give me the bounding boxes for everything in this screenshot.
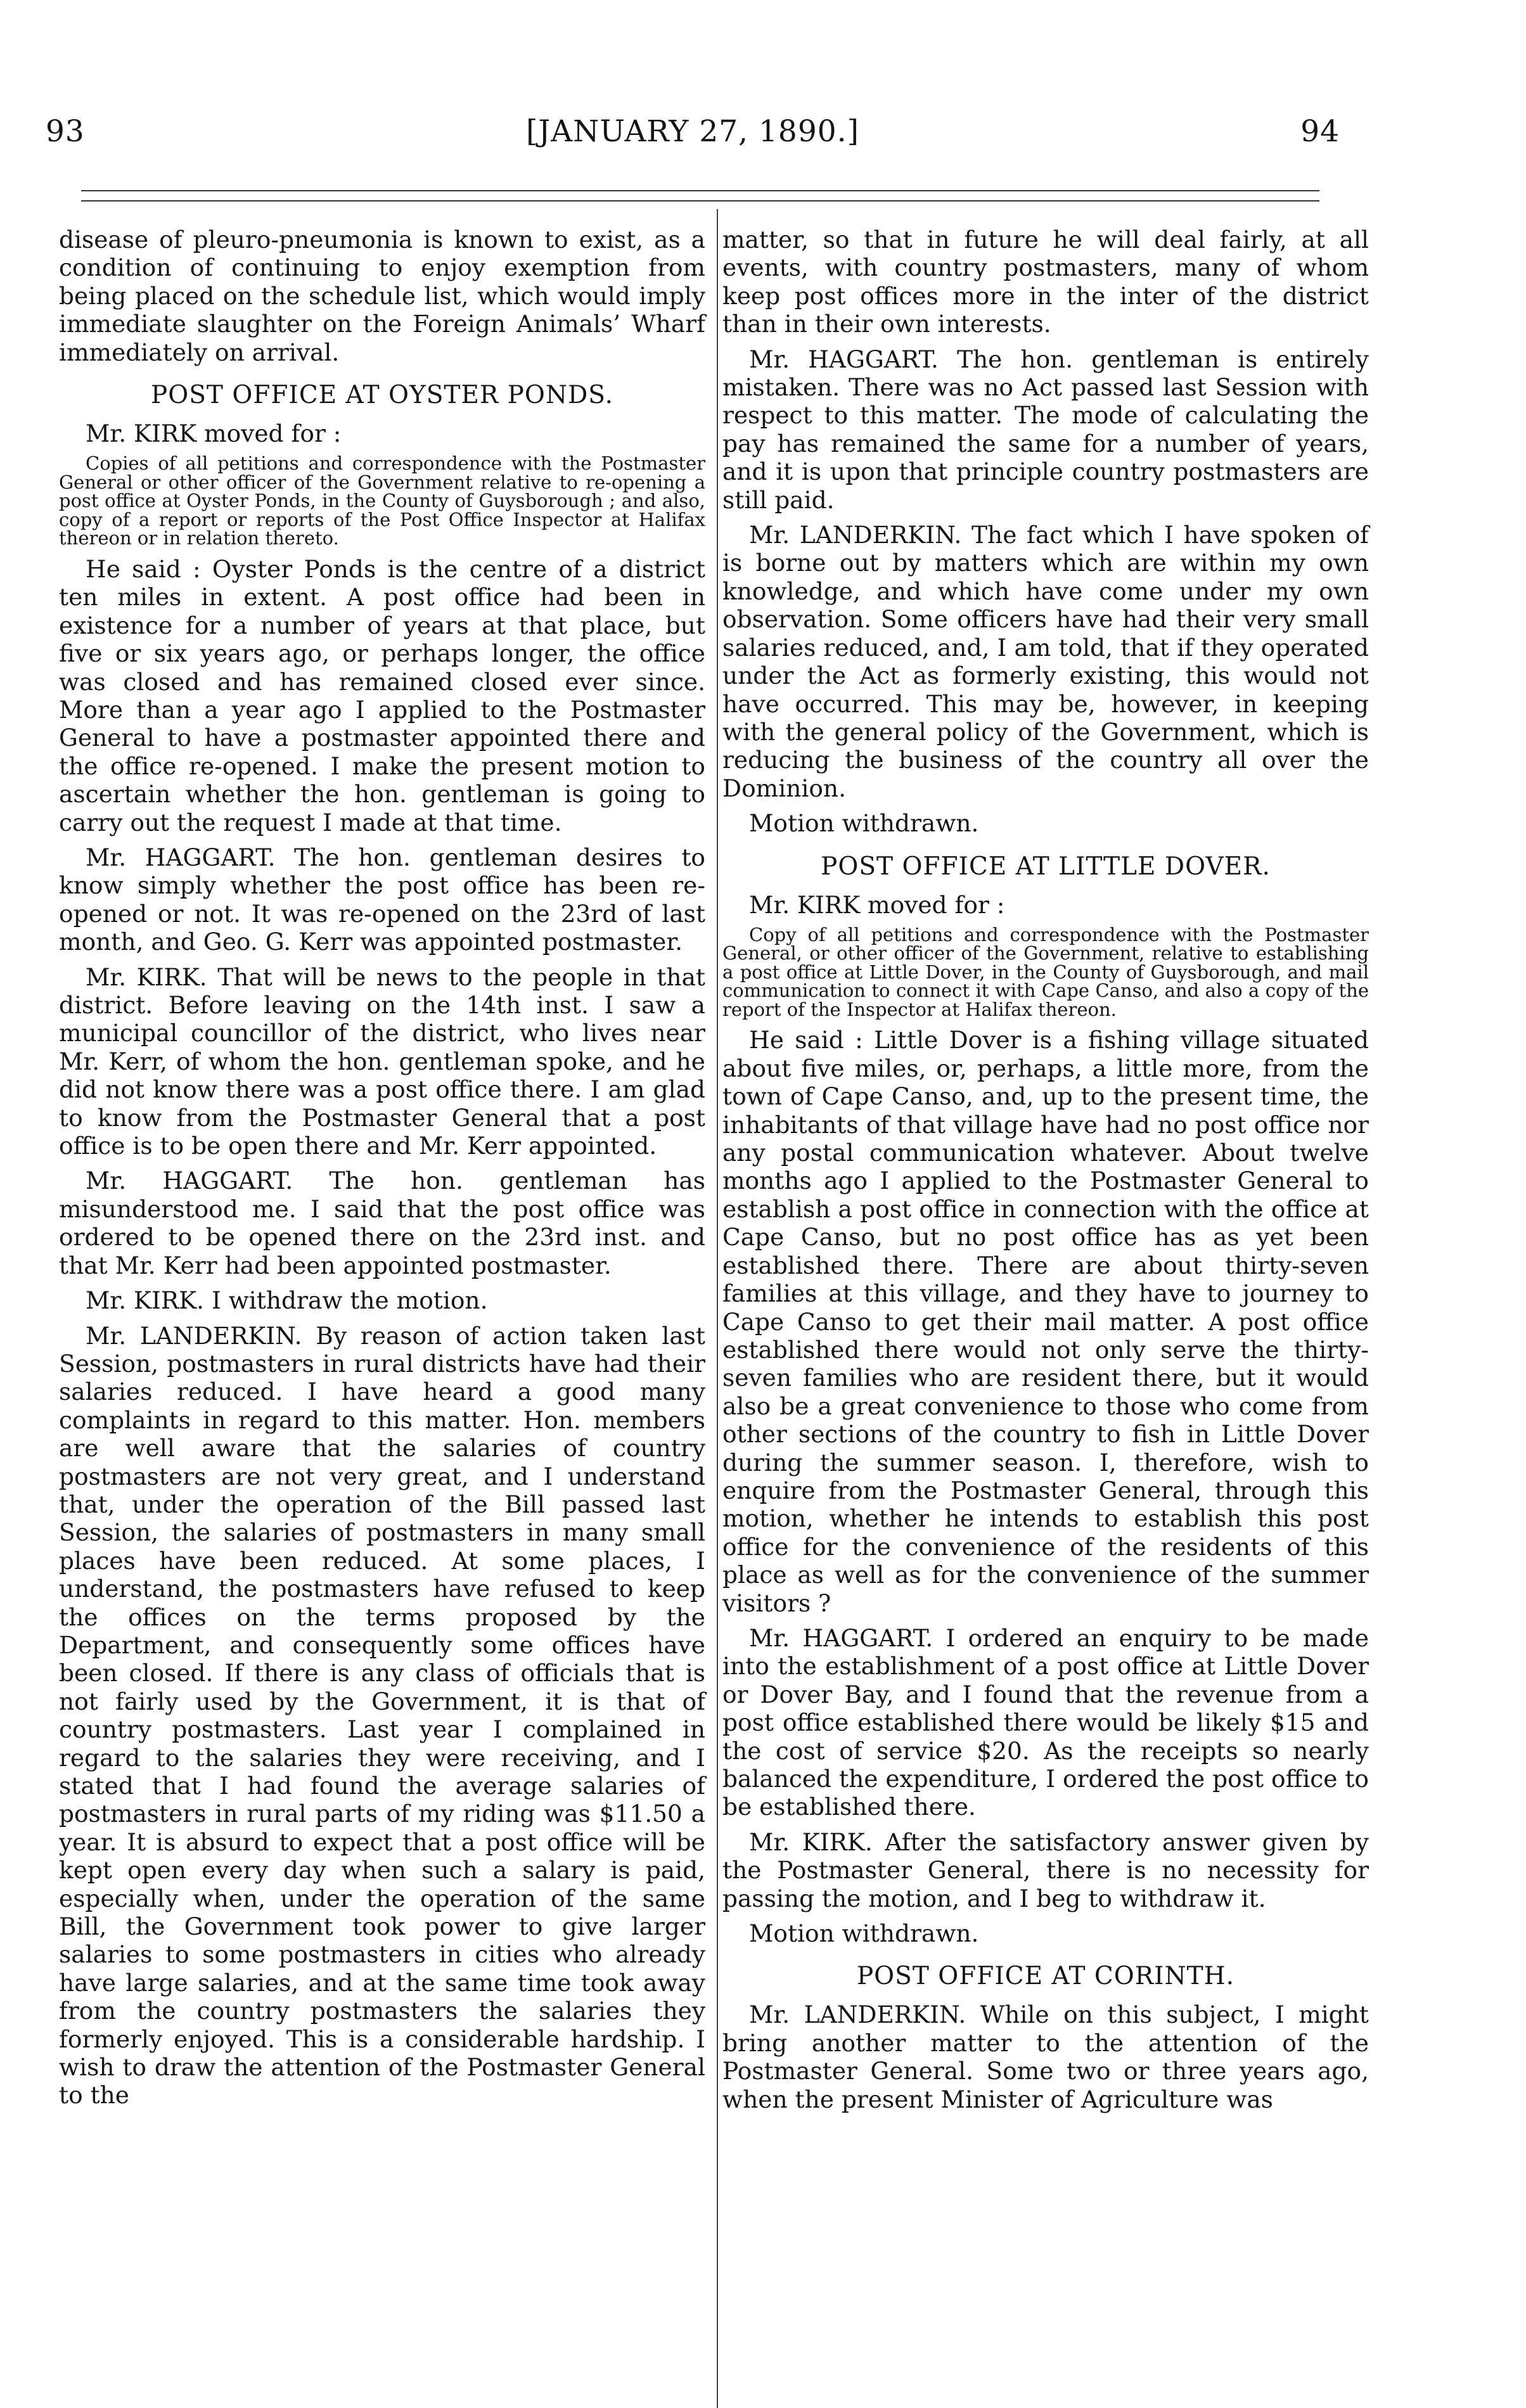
right-column [722,226,1369,2120]
left-column [59,226,705,2117]
paragraph: Mr. LANDERKIN. The fact which I have spoken of is borne out by matters which are within my own knowledge, and which have come under my own observation. Some officers have had their very small salaries reduced, and, I am told, that if they operated under the Act as formerly existing, this would not have occurred. This may be, however, in keeping with the general policy of the Government, which is reducing the business of the country all over the Dominion. [722,521,1369,802]
paragraph: Mr. HAGGART. The hon. gentleman is entirely mistaken. There was no Act passed last Session with respect to this matter. The mode of calculating the pay has remained the same for a number of years, and it is upon that principle country postmasters are still paid. [722,345,1369,514]
motion-text: Copy of all petitions and correspondence with the Postmaster General, or other officer of the Government, relative to establishing a post office at Little Dover, in the County of Guysborough, and mail communication to connect it with Cape Canso, and also a copy of the report of the Inspector at Halifax thereon. [722,923,1369,1020]
header-date: [JANUARY 27, 1890.] [526,114,859,149]
paragraph: Motion withdrawn. [749,1919,979,1948]
paragraph: He said : Oyster Ponds is the centre of a district ten miles in extent. A post office had been in existence for a number of years at that place, but five or six years ago, or perhaps longer, the office was closed and has remained closed ever since. More than a year ago I applied to the Postmaster General to have a postmaster appointed there and the office re-opened. I make the present motion to ascertain whether the hon. gentleman is going to carry out the request I made at that time. [59,554,705,836]
paragraph: Mr. KIRK moved for : [86,419,342,448]
page-header [46,114,1340,158]
paragraph: Mr. KIRK. After the satisfactory answer given by the Postmaster General, there is no necessity for passing the motion, and I beg to withdraw it. [722,1828,1369,1912]
page-number-left: 93 [46,114,85,149]
header-rule-top [81,190,1319,191]
section-heading: POST OFFICE AT CORINTH. [856,1962,1235,1991]
page-number-right: 94 [1300,114,1340,149]
paragraph: Mr. LANDERKIN. While on this subject, I might bring another matter to the attention of the Postmaster General. Some two or three years ago, when the present Minister of Agriculture was [722,2001,1369,2113]
section-heading: POST OFFICE AT LITTLE DOVER. [821,852,1271,881]
paragraph: Mr. KIRK. I withdraw the motion. [86,1286,488,1315]
column-divider [717,209,718,2408]
paragraph: disease of pleuro-pneumonia is known to exist, as a condition of continuing to enjoy exemption from being placed on the schedule list, which would imply immediate slaughter on the Foreign Animals’ Wharf immediately on arrival. [59,226,705,366]
section-heading: POST OFFICE AT OYSTER PONDS. [151,381,613,410]
paragraph: Mr. HAGGART. The hon. gentleman desires to know simply whether the post office has been re-opened or not. It was re-opened on the 23rd of last month, and Geo. G. Kerr was appointed postmaster. [59,843,705,956]
paragraph: He said : Little Dover is a fishing village situated about five miles, or, perhaps, a little more, from the town of Cape Canso, and, up to the present time, the inhabitants of that village have had no post office nor any postal communication whatever. About twelve months ago I applied to the Postmaster General to establish a post office in connection with the office at Cape Canso, but no post office has as yet been established there. There are about thirty-seven families at this village, and they have to journey to Cape Canso to get their mail matter. A post office established there would not only serve the thirty-seven families who are resident there, but it would also be a great convenience to those who come from other sections of the country to fish in Little Dover during the summer season. I, therefore, wish to enquire from the Postmaster General, through this motion, whether he intends to establish this post office for the convenience of the residents of this place as well as for the convenience of the summer visitors ? [722,1026,1369,1617]
paragraph: Motion withdrawn. [749,809,979,838]
paragraph: Mr. KIRK moved for : [749,890,1005,919]
paragraph: Mr. LANDERKIN. By reason of action taken last Session, postmasters in rural districts have had their salaries reduced. I have heard a good many complaints in regard to this matter. Hon. members are well aware that the salaries of country postmasters are not very great, and I understand that, under the operation of the Bill passed last Session, the salaries of postmasters in many small places have been reduced. At some places, I understand, the postmasters have refused to keep the offices on the terms proposed by the Department, and consequently some offices have been closed. If there is any class of officials that is not fairly used by the Government, it is that of country postmasters. Last year I complained in regard to the salaries they were receiving, and I stated that I had found the average salaries of postmasters in rural parts of my riding was $11.50 a year. It is absurd to expect that a post office will be kept open every day when such a salary is paid, especially when, under the operation of the same Bill, the Government took power to give larger salaries to some postmasters in cities who already have large salaries, and at the same time took away from the country postmasters the salaries they formerly enjoyed. This is a considerable hardship. I wish to draw the attention of the Postmaster General to the [59,1321,705,2110]
motion-text: Copies of all petitions and correspondence with the Postmaster General or other officer of the Government relative to re-opening a post office at Oyster Ponds, in the County of Guysborough ; and also, copy of a report or reports of the Post Office Inspector at Halifax thereon or in relation thereto. [59,452,705,549]
paragraph: Mr. HAGGART. The hon. gentleman has misunderstood me. I said that the post office was ordered to be opened there on the 23rd inst. and that Mr. Kerr had been appointed postmaster. [59,1167,705,1279]
paragraph: Mr. HAGGART. I ordered an enquiry to be made into the establishment of a post office at Little Dover or Dover Bay, and I found that the revenue from a post office established there would be likely $15 and the cost of service $20. As the receipts so nearly balanced the expenditure, I ordered the post office to be established there. [722,1623,1369,1821]
paragraph: Mr. KIRK. That will be news to the people in that district. Before leaving on the 14th inst. I saw a municipal councillor of the district, who lives near Mr. Kerr, of whom the hon. gentleman spoke, and he did not know there was a post office there. I am glad to know from the Postmaster General that a post office is to be open there and Mr. Kerr appointed. [59,963,705,1160]
paragraph: matter, so that in future he will deal fairly, at all events, with country postmasters, many of whom keep post offices more in the inter of the district than in their own interests. [722,226,1369,338]
header-rule-bottom [81,200,1319,202]
